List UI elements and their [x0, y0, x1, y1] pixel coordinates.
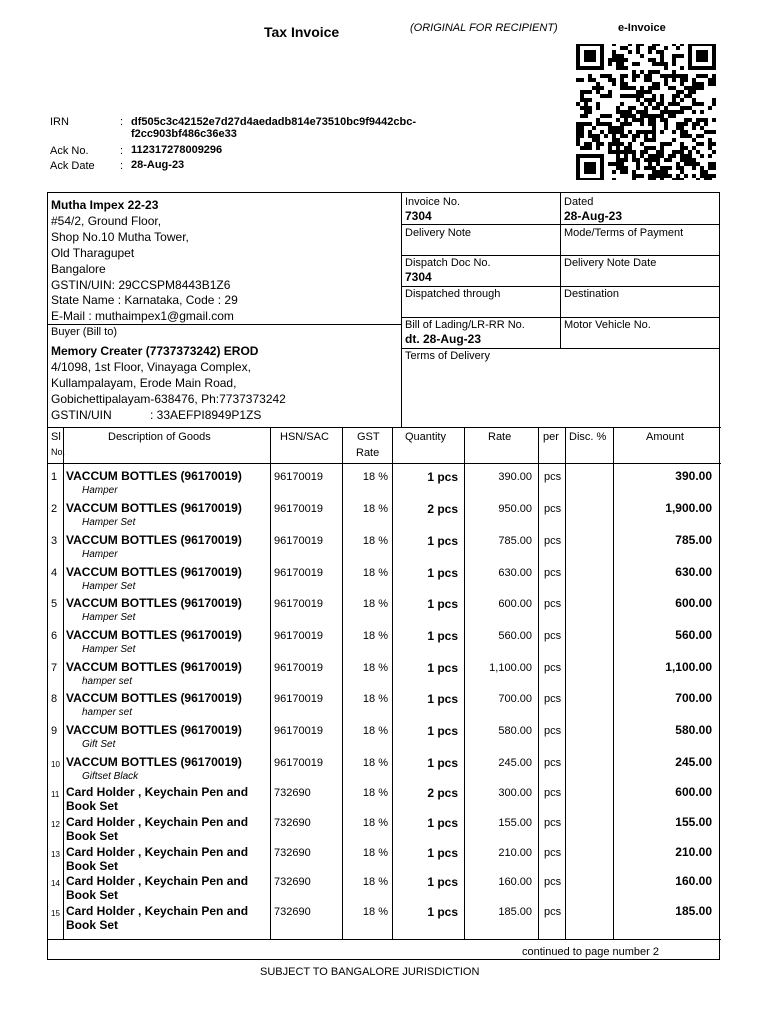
row-hsn: 732690 — [274, 817, 311, 829]
row-rate: 210.00 — [498, 847, 532, 859]
row-hsn: 96170019 — [274, 567, 323, 579]
row-hsn: 96170019 — [274, 471, 323, 483]
row-amount: 185.00 — [675, 904, 712, 918]
seller-state: State Name : Karnataka, Code : 29 — [51, 293, 238, 307]
row-sl: 4 — [51, 567, 58, 579]
row-sl: 13 — [51, 850, 60, 859]
row-sl: 15 — [51, 909, 60, 918]
qr-code-icon — [576, 44, 716, 180]
row-amount: 700.00 — [675, 691, 712, 705]
row-rate: 160.00 — [498, 876, 532, 888]
buyer-label: Buyer (Bill to) — [51, 326, 118, 338]
row-description: VACCUM BOTTLES (96170019) — [66, 660, 242, 674]
row-rate: 600.00 — [498, 598, 532, 610]
ack-no-value: 112317278009296 — [131, 144, 223, 156]
ack-no-label: Ack No. — [50, 145, 89, 157]
buyer-gstin-label: GSTIN/UIN — [51, 408, 112, 422]
delivery-note-label: Delivery Note — [405, 227, 472, 239]
row-subtext: Hamper — [82, 485, 118, 496]
row-amount: 785.00 — [675, 533, 712, 547]
row-sl: 14 — [51, 879, 60, 888]
row-per: pcs — [544, 787, 562, 799]
row-description: Card Holder , Keychain Pen and Book Set — [66, 815, 249, 843]
row-per: pcs — [544, 817, 562, 829]
row-gst: 18 % — [362, 693, 388, 705]
row-rate: 185.00 — [498, 906, 532, 918]
row-amount: 600.00 — [675, 596, 712, 610]
original-for-recipient: (ORIGINAL FOR RECIPIENT) — [410, 22, 558, 34]
row-subtext: hamper set — [82, 676, 133, 687]
irn-colon: : — [120, 116, 124, 128]
bill-lading-value: dt. 28-Aug-23 — [405, 332, 482, 346]
row-hsn: 96170019 — [274, 693, 323, 705]
row-quantity: 1 pcs — [427, 534, 458, 548]
row-per: pcs — [544, 630, 562, 642]
row-quantity: 1 pcs — [427, 629, 458, 643]
row-sl: 5 — [51, 598, 58, 610]
mode-terms-label: Mode/Terms of Payment — [564, 227, 684, 239]
row-subtext: Hamper Set — [82, 644, 136, 655]
row-amount: 1,900.00 — [665, 501, 712, 515]
row-description: Card Holder , Keychain Pen and Book Set — [66, 874, 249, 902]
row-amount: 580.00 — [675, 723, 712, 737]
dispatch-doc-value: 7304 — [405, 270, 432, 284]
col-rate: Rate — [488, 431, 512, 443]
row-rate: 1,100.00 — [489, 662, 532, 674]
row-subtext: Hamper Set — [82, 581, 136, 592]
row-per: pcs — [544, 567, 562, 579]
row-hsn: 96170019 — [274, 535, 323, 547]
row-rate: 390.00 — [498, 471, 532, 483]
col-per: per — [543, 431, 559, 443]
irn-value-line1: df505c3c42152e7d27d4aedadb814e73510bc9f9442cbc- — [131, 116, 416, 128]
row-rate: 785.00 — [498, 535, 532, 547]
row-description: VACCUM BOTTLES (96170019) — [66, 501, 242, 515]
buyer-address-2: Kullampalayam, Erode Main Road, — [51, 376, 237, 390]
row-per: pcs — [544, 598, 562, 610]
row-per: pcs — [544, 876, 562, 888]
row-hsn: 732690 — [274, 847, 311, 859]
row-amount: 155.00 — [675, 815, 712, 829]
row-sl: 2 — [51, 503, 58, 515]
buyer-address-1: 4/1098, 1st Floor, Vinayaga Complex, — [51, 360, 251, 374]
row-description: VACCUM BOTTLES (96170019) — [66, 691, 242, 705]
seller-gstin: GSTIN/UIN: 29CCSPM8443B1Z6 — [51, 278, 231, 292]
col-disc: Disc. % — [569, 431, 607, 443]
row-gst: 18 % — [362, 598, 388, 610]
row-gst: 18 % — [362, 662, 388, 674]
row-hsn: 96170019 — [274, 503, 323, 515]
row-sl: 7 — [51, 662, 58, 674]
row-sl: 12 — [51, 820, 60, 829]
seller-address-1: #54/2, Ground Floor, — [51, 214, 162, 228]
destination-label: Destination — [564, 288, 620, 300]
row-per: pcs — [544, 847, 562, 859]
col-sl: Sl — [51, 431, 61, 443]
row-gst: 18 % — [362, 876, 388, 888]
row-gst: 18 % — [362, 817, 388, 829]
row-per: pcs — [544, 757, 562, 769]
col-amount: Amount — [646, 431, 684, 443]
buyer-gstin: : 33AEFPI8949P1ZS — [150, 408, 262, 422]
vehicle-label: Motor Vehicle No. — [564, 319, 651, 331]
ack-date-colon: : — [120, 160, 124, 172]
row-per: pcs — [544, 471, 562, 483]
row-gst: 18 % — [362, 471, 388, 483]
row-description: VACCUM BOTTLES (96170019) — [66, 755, 242, 769]
row-sl: 1 — [51, 471, 58, 483]
row-amount: 210.00 — [675, 845, 712, 859]
row-rate: 560.00 — [498, 630, 532, 642]
delivery-note-date-label: Delivery Note Date — [564, 257, 657, 269]
row-per: pcs — [544, 503, 562, 515]
row-hsn: 96170019 — [274, 662, 323, 674]
terms-of-delivery-label: Terms of Delivery — [405, 350, 490, 362]
row-amount: 630.00 — [675, 565, 712, 579]
row-hsn: 96170019 — [274, 630, 323, 642]
row-per: pcs — [544, 725, 562, 737]
row-quantity: 1 pcs — [427, 661, 458, 675]
jurisdiction-note: SUBJECT TO BANGALORE JURISDICTION — [260, 966, 480, 978]
row-quantity: 1 pcs — [427, 470, 458, 484]
col-sl-no: No. — [51, 447, 66, 457]
ack-date-value: 28-Aug-23 — [131, 159, 185, 171]
row-amount: 560.00 — [675, 628, 712, 642]
row-description: VACCUM BOTTLES (96170019) — [66, 533, 242, 547]
row-quantity: 1 pcs — [427, 846, 458, 860]
ack-no-colon: : — [120, 145, 124, 157]
row-quantity: 2 pcs — [427, 502, 458, 516]
row-gst: 18 % — [362, 630, 388, 642]
col-gst-rate: Rate — [356, 447, 380, 459]
seller-address-2: Shop No.10 Mutha Tower, — [51, 230, 189, 244]
col-gst: GST — [357, 431, 380, 443]
col-hsn: HSN/SAC — [280, 431, 329, 443]
row-description: VACCUM BOTTLES (96170019) — [66, 469, 242, 483]
col-quantity: Quantity — [405, 431, 446, 443]
row-sl: 3 — [51, 535, 58, 547]
einvoice-label: e-Invoice — [618, 22, 666, 34]
row-subtext: Giftset Black — [82, 771, 139, 782]
seller-name: Mutha Impex 22-23 — [51, 198, 159, 212]
row-quantity: 1 pcs — [427, 566, 458, 580]
row-gst: 18 % — [362, 503, 388, 515]
row-gst: 18 % — [362, 535, 388, 547]
row-amount: 390.00 — [675, 469, 712, 483]
row-gst: 18 % — [362, 787, 388, 799]
row-rate: 950.00 — [498, 503, 532, 515]
row-description: Card Holder , Keychain Pen and Book Set — [66, 785, 249, 813]
row-hsn: 96170019 — [274, 725, 323, 737]
row-quantity: 1 pcs — [427, 724, 458, 738]
row-hsn: 732690 — [274, 787, 311, 799]
row-hsn: 96170019 — [274, 757, 323, 769]
row-subtext: Gift Set — [82, 739, 116, 750]
row-quantity: 1 pcs — [427, 597, 458, 611]
row-description: VACCUM BOTTLES (96170019) — [66, 596, 242, 610]
invoice-no-value: 7304 — [405, 209, 432, 223]
row-quantity: 1 pcs — [427, 756, 458, 770]
row-subtext: Hamper Set — [82, 612, 136, 623]
row-amount: 160.00 — [675, 874, 712, 888]
row-gst: 18 % — [362, 757, 388, 769]
row-description: Card Holder , Keychain Pen and Book Set — [66, 845, 249, 873]
row-rate: 630.00 — [498, 567, 532, 579]
row-gst: 18 % — [362, 567, 388, 579]
row-description: VACCUM BOTTLES (96170019) — [66, 723, 242, 737]
row-quantity: 1 pcs — [427, 816, 458, 830]
row-subtext: Hamper Set — [82, 517, 136, 528]
row-amount: 245.00 — [675, 755, 712, 769]
row-subtext: Hamper — [82, 549, 118, 560]
row-gst: 18 % — [362, 847, 388, 859]
page-title: Tax Invoice — [264, 24, 340, 40]
continued-note: continued to page number 2 — [522, 946, 659, 958]
buyer-name: Memory Creater (7737373242) EROD — [51, 344, 259, 358]
dated-value: 28-Aug-23 — [564, 209, 623, 223]
row-sl: 11 — [51, 790, 60, 799]
irn-value-line2: f2cc903bf486c36e33 — [131, 128, 237, 140]
invoice-no-label: Invoice No. — [405, 196, 461, 208]
row-amount: 600.00 — [675, 785, 712, 799]
ack-date-label: Ack Date — [50, 160, 95, 172]
row-rate: 700.00 — [498, 693, 532, 705]
row-subtext: hamper set — [82, 707, 133, 718]
row-quantity: 1 pcs — [427, 692, 458, 706]
seller-address-3: Old Tharagupet — [51, 246, 135, 260]
dated-label: Dated — [564, 196, 594, 208]
row-description: VACCUM BOTTLES (96170019) — [66, 565, 242, 579]
row-rate: 245.00 — [498, 757, 532, 769]
row-gst: 18 % — [362, 725, 388, 737]
row-sl: 10 — [51, 760, 60, 769]
row-hsn: 732690 — [274, 906, 311, 918]
bill-lading-label: Bill of Lading/LR-RR No. — [405, 319, 525, 331]
row-description: Card Holder , Keychain Pen and Book Set — [66, 904, 249, 932]
row-sl: 8 — [51, 693, 58, 705]
row-quantity: 1 pcs — [427, 875, 458, 889]
seller-city: Bangalore — [51, 262, 106, 276]
row-per: pcs — [544, 662, 562, 674]
row-sl: 9 — [51, 725, 58, 737]
invoice-box — [47, 192, 720, 960]
row-quantity: 1 pcs — [427, 905, 458, 919]
row-per: pcs — [544, 535, 562, 547]
buyer-address-3: Gobichettipalayam-638476, Ph:7737373242 — [51, 392, 286, 406]
dispatched-through-label: Dispatched through — [405, 288, 501, 300]
row-sl: 6 — [51, 630, 58, 642]
row-gst: 18 % — [362, 906, 388, 918]
row-rate: 300.00 — [498, 787, 532, 799]
row-quantity: 2 pcs — [427, 786, 458, 800]
row-per: pcs — [544, 693, 562, 705]
row-hsn: 732690 — [274, 876, 311, 888]
row-rate: 580.00 — [498, 725, 532, 737]
row-amount: 1,100.00 — [665, 660, 712, 674]
seller-email: E-Mail : muthaimpex1@gmail.com — [51, 309, 234, 323]
row-hsn: 96170019 — [274, 598, 323, 610]
dispatch-doc-label: Dispatch Doc No. — [405, 257, 491, 269]
row-rate: 155.00 — [498, 817, 532, 829]
row-per: pcs — [544, 906, 562, 918]
col-description: Description of Goods — [108, 431, 211, 443]
irn-label: IRN — [50, 116, 69, 128]
row-description: VACCUM BOTTLES (96170019) — [66, 628, 242, 642]
